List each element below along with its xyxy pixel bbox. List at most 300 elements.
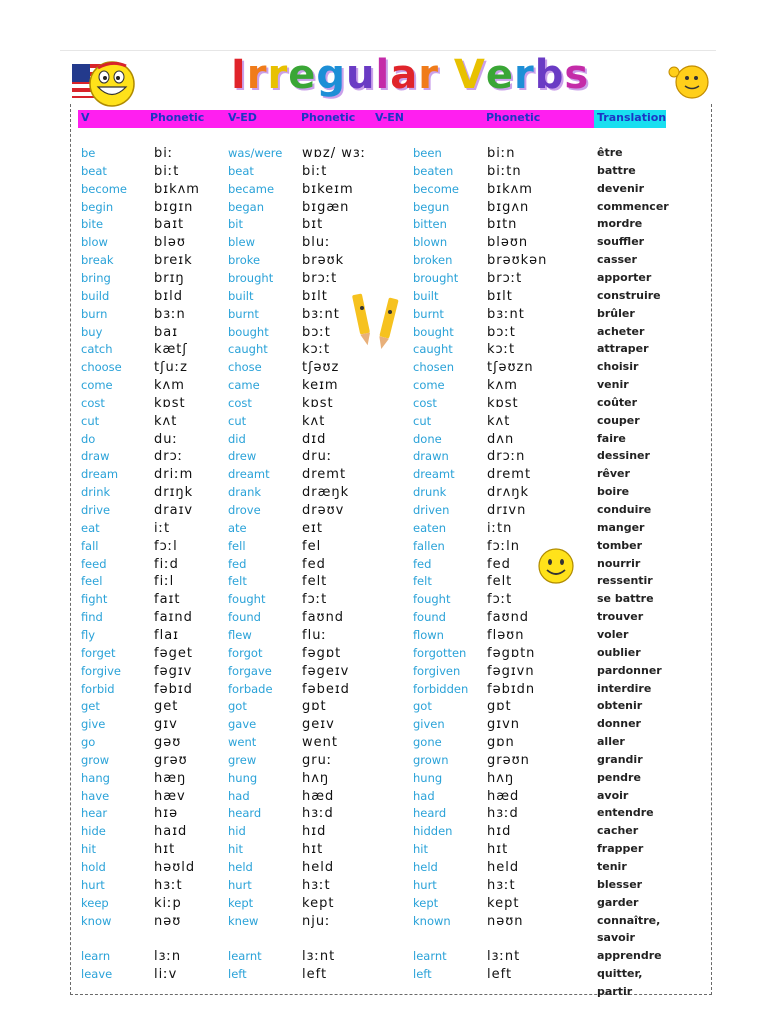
verb-past: drove [228, 503, 261, 517]
phonetic-participle: left [487, 967, 513, 983]
verb-participle: cut [413, 413, 432, 428]
phonetic-base: kʌt [154, 413, 178, 429]
verb-past: burnt [228, 306, 259, 321]
translation: savoir [597, 931, 635, 945]
phonetic-base: kɒst [154, 395, 186, 411]
phonetic-base: liːv [154, 967, 178, 983]
translation: acheter [597, 324, 645, 338]
translation: nourrir [597, 556, 641, 570]
verb-past: broke [228, 253, 261, 268]
phonetic-base: fiːl [154, 574, 175, 590]
phonetic-base: tʃuːz [154, 360, 188, 376]
phonetic-past: left [302, 967, 328, 983]
verb-base: drive [81, 503, 111, 517]
phonetic-participle: bɪlt [487, 288, 513, 304]
verb-participle: forgiven [413, 663, 461, 678]
verb-past: hit [228, 842, 243, 857]
translation: faire [597, 431, 626, 445]
verb-base: hang [81, 770, 110, 785]
translation: ressentir [597, 574, 653, 588]
verb-past: came [228, 378, 260, 393]
translation: choisir [597, 360, 639, 374]
verb-base: fight [81, 592, 108, 607]
verb-past: fell [228, 538, 246, 553]
verb-base: find [81, 610, 103, 625]
verb-past: learnt [228, 949, 262, 964]
translation: battre [597, 163, 636, 177]
table-row [0, 574, 768, 591]
verb-participle: blown [413, 235, 448, 250]
verb-participle: been [413, 146, 442, 160]
verb-base: eat [81, 520, 100, 535]
translation: brûler [597, 306, 635, 320]
verb-base: draw [81, 449, 110, 464]
phonetic-past: kʌt [302, 413, 326, 429]
verb-base: buy [81, 324, 103, 339]
phonetic-participle: fɔːt [487, 592, 513, 608]
phonetic-participle: nəʊn [487, 913, 524, 929]
phonetic-base: fəget [154, 645, 193, 661]
phonetic-participle: held [487, 860, 520, 875]
phonetic-participle: kʌt [487, 413, 511, 429]
verb-past: bit [228, 217, 244, 232]
phonetic-participle: fəgɪvn [487, 663, 535, 679]
phonetic-participle: faʊnd [487, 610, 530, 626]
verb-participle: built [413, 288, 439, 303]
translation: avoir [597, 788, 629, 802]
table-row [0, 967, 768, 984]
phonetic-participle: grəʊn [487, 752, 530, 768]
phonetic-participle: dʌn [487, 431, 515, 447]
verb-base: hold [81, 860, 106, 874]
verb-past: forbade [228, 681, 273, 696]
phonetic-participle: bɜːnt [487, 306, 525, 322]
verb-past: drank [228, 485, 262, 500]
translation: pardonner [597, 663, 662, 677]
phonetic-base: baɪ [154, 324, 179, 340]
verb-base: bring [81, 270, 111, 285]
phonetic-past: fɔːt [302, 592, 328, 608]
verb-base: feed [81, 556, 107, 571]
phonetic-participle: biːn [487, 146, 516, 161]
phonetic-participle: gɒt [487, 699, 512, 715]
phonetic-base: brɪŋ [154, 270, 185, 286]
verb-participle: kept [413, 895, 439, 910]
phonetic-base: faɪt [154, 592, 181, 608]
table-row [0, 378, 768, 395]
verb-base: learn [81, 949, 111, 964]
table-row [0, 432, 768, 449]
translation: entendre [597, 806, 654, 820]
phonetic-participle: bɪgʌn [487, 199, 530, 215]
phonetic-past: drəʊv [302, 503, 345, 518]
table-row [0, 539, 768, 556]
header-ved: V-ED [228, 111, 257, 124]
phonetic-base: fiːd [154, 556, 179, 572]
phonetic-past: gruː [302, 752, 333, 768]
translation: construire [597, 288, 661, 302]
phonetic-base: kiːp [154, 895, 182, 911]
phonetic-base: hɪə [154, 806, 179, 822]
verb-participle: caught [413, 342, 453, 357]
verb-base: blow [81, 235, 108, 250]
phonetic-past: hɪt [302, 842, 324, 858]
phonetic-past: fəgeɪv [302, 663, 350, 679]
translation: quitter, [597, 967, 643, 981]
verb-participle: fed [413, 556, 432, 571]
phonetic-past: felt [302, 574, 328, 590]
verb-participle: heard [413, 806, 447, 821]
verb-past: ate [228, 520, 247, 535]
table-row [0, 164, 768, 181]
verb-base: forgive [81, 663, 121, 678]
table-row [0, 360, 768, 377]
translation: souffler [597, 235, 645, 249]
phonetic-past: bɜːnt [302, 306, 340, 322]
phonetic-base: grəʊ [154, 752, 188, 768]
translation: grandir [597, 752, 643, 766]
phonetic-base: breɪk [154, 253, 193, 269]
phonetic-base: iːt [154, 520, 171, 536]
phonetic-participle: fɔːln [487, 538, 520, 554]
phonetic-past: brəʊk [302, 253, 345, 269]
verb-participle: done [413, 431, 442, 446]
verb-participle: burnt [413, 306, 444, 321]
phonetic-past: brɔːt [302, 270, 338, 286]
verb-past: hurt [228, 877, 252, 892]
verb-participle: eaten [413, 520, 446, 535]
table-row [0, 289, 768, 306]
phonetic-past: bɪlt [302, 288, 328, 304]
phonetic-base: baɪt [154, 217, 185, 233]
translation: être [597, 146, 623, 159]
phonetic-past: fel [302, 538, 322, 554]
translation: coûter [597, 395, 638, 409]
table-row [0, 253, 768, 270]
verb-participle: cost [413, 395, 437, 410]
verb-participle: fallen [413, 538, 445, 553]
verb-participle: had [413, 788, 435, 803]
phonetic-participle: bɪtn [487, 217, 518, 233]
verb-past: fed [228, 556, 247, 571]
phonetic-past: fəgɒt [302, 645, 342, 661]
phonetic-base: hæŋ [154, 770, 187, 786]
phonetic-past: bɪgæn [302, 199, 350, 215]
phonetic-base: həʊld [154, 860, 196, 875]
verb-past: was/were [228, 146, 283, 160]
verb-base: dream [81, 467, 119, 482]
translation: obtenir [597, 699, 643, 713]
table-row [0, 806, 768, 823]
phonetic-base: biːt [154, 163, 180, 179]
verb-participle: become [413, 181, 460, 196]
verb-base: fly [81, 627, 96, 642]
phonetic-past: dɪd [302, 431, 327, 447]
phonetic-past: kɔːt [302, 342, 331, 358]
phonetic-past: hɜːt [302, 877, 331, 893]
verb-past: kept [228, 895, 254, 910]
table-row [0, 949, 768, 966]
table-row [0, 699, 768, 716]
table-row [0, 307, 768, 324]
phonetic-base: get [154, 699, 179, 715]
phonetic-past: keɪm [302, 378, 339, 394]
verb-past: cost [228, 395, 252, 410]
phonetic-participle: brəʊkən [487, 253, 548, 269]
verb-participle: come [413, 378, 445, 393]
phonetic-past: wɒz/ wɜː [302, 146, 367, 161]
phonetic-participle: fəgɒtn [487, 645, 536, 661]
verb-base: forbid [81, 681, 115, 696]
header-verb: V [81, 111, 90, 124]
phonetic-past: dremt [302, 467, 347, 483]
phonetic-base: gɪv [154, 717, 178, 733]
verb-past: became [228, 181, 275, 196]
phonetic-past: hʌŋ [302, 770, 330, 786]
verb-participle: hung [413, 770, 443, 785]
phonetic-past: hɪd [302, 824, 327, 840]
phonetic-base: bləʊ [154, 235, 186, 251]
phonetic-participle: bɔːt [487, 324, 516, 340]
phonetic-participle: bləʊn [487, 235, 529, 251]
table-row [0, 414, 768, 431]
phonetic-participle: drɪvn [487, 503, 527, 518]
verb-past: knew [228, 913, 259, 928]
phonetic-participle: hɪd [487, 824, 512, 840]
table-row [0, 735, 768, 752]
verb-base: break [81, 253, 114, 268]
phonetic-base: bɪgɪn [154, 199, 194, 215]
phonetic-participle: kʌm [487, 378, 518, 394]
waving-smiley-icon [666, 58, 712, 104]
phonetic-participle: gɒn [487, 735, 515, 751]
verb-participle: left [413, 967, 432, 982]
phonetic-participle: fləʊn [487, 627, 525, 643]
translation: couper [597, 413, 640, 427]
verb-participle: gone [413, 735, 442, 750]
verb-base: get [81, 699, 100, 714]
table-row [0, 860, 768, 877]
verb-past: built [228, 288, 254, 303]
phonetic-participle: drɔːn [487, 449, 526, 465]
verb-past: cut [228, 413, 247, 428]
table-row [0, 682, 768, 699]
verb-participle: fought [413, 592, 451, 607]
phonetic-participle: brɔːt [487, 270, 523, 286]
verb-base: become [81, 181, 128, 196]
translation: cacher [597, 824, 639, 838]
phonetic-base: fəgɪv [154, 663, 193, 679]
phonetic-past: bɪkeɪm [302, 181, 354, 197]
phonetic-base: fɔːl [154, 538, 178, 554]
table-row [0, 271, 768, 288]
table-row [0, 753, 768, 770]
table-row [0, 467, 768, 484]
phonetic-past: hɜːd [302, 806, 334, 822]
verb-past: found [228, 610, 261, 625]
verb-past: got [228, 699, 247, 714]
verb-base: fall [81, 538, 99, 553]
table-row [0, 557, 768, 574]
verb-participle: got [413, 699, 432, 714]
phonetic-base: flaɪ [154, 627, 179, 643]
phonetic-participle: hæd [487, 788, 520, 804]
phonetic-base: nəʊ [154, 913, 182, 929]
phonetic-base: haɪd [154, 824, 188, 840]
phonetic-base: drɔː [154, 449, 184, 465]
table-row [0, 235, 768, 252]
verb-participle: given [413, 717, 445, 732]
header-phonetic-1: Phonetic [150, 111, 205, 124]
page-title: Irregular Verbs [230, 52, 590, 98]
verb-participle: begun [413, 199, 450, 214]
table-row [0, 771, 768, 788]
phonetic-past: geɪv [302, 717, 335, 733]
translation: attraper [597, 342, 649, 356]
verb-base: keep [81, 895, 109, 910]
phonetic-base: biː [154, 146, 174, 161]
phonetic-past: biːt [302, 163, 328, 179]
table-row [0, 646, 768, 663]
phonetic-base: faɪnd [154, 610, 193, 626]
verb-base: cost [81, 395, 105, 410]
phonetic-base: bɪld [154, 288, 183, 304]
translation: frapper [597, 842, 644, 856]
phonetic-participle: fəbɪdn [487, 681, 536, 697]
verb-base: drink [81, 485, 111, 500]
table-row [0, 325, 768, 342]
phonetic-base: duː [154, 431, 178, 447]
verb-participle: beaten [413, 163, 454, 178]
verb-base: grow [81, 752, 110, 767]
table-row [0, 503, 768, 520]
phonetic-past: eɪt [302, 520, 323, 536]
verb-participle: flown [413, 627, 444, 642]
verb-past: drew [228, 449, 257, 464]
verb-base: know [81, 913, 112, 928]
verb-past: fought [228, 592, 266, 607]
phonetic-past: kɒst [302, 395, 334, 411]
verb-past: had [228, 788, 250, 803]
table-row [0, 521, 768, 538]
verb-base: begin [81, 199, 114, 214]
verb-participle: held [413, 860, 438, 874]
verb-participle: known [413, 913, 451, 928]
verb-past: hung [228, 770, 258, 785]
verb-participle: driven [413, 503, 450, 517]
phonetic-past: held [302, 860, 335, 875]
translation: tomber [597, 538, 643, 552]
phonetic-participle: fed [487, 556, 511, 572]
verb-past: went [228, 735, 257, 750]
verb-past: beat [228, 163, 254, 178]
translation: aller [597, 735, 625, 749]
translation: oublier [597, 645, 641, 659]
table-row [0, 878, 768, 895]
verb-past: began [228, 199, 265, 214]
table-row [0, 396, 768, 413]
translation: tenir [597, 860, 627, 873]
table-row [0, 842, 768, 859]
phonetic-base: kætʃ [154, 342, 188, 358]
verb-base: feel [81, 574, 103, 589]
phonetic-past: bɔːt [302, 324, 331, 340]
verb-participle: broken [413, 253, 453, 268]
table-row [0, 628, 768, 645]
verb-participle: hit [413, 842, 428, 857]
phonetic-base: gəʊ [154, 735, 182, 751]
phonetic-past: went [302, 735, 338, 751]
verb-past: gave [228, 717, 257, 732]
phonetic-participle: lɜːnt [487, 949, 521, 965]
table-row [0, 789, 768, 806]
phonetic-participle: kɒst [487, 395, 519, 411]
phonetic-base: hɪt [154, 842, 176, 858]
verb-past: grew [228, 752, 257, 767]
verb-past: felt [228, 574, 247, 589]
verb-past: did [228, 431, 246, 446]
verb-past: bought [228, 324, 269, 339]
translation: interdire [597, 681, 652, 695]
verb-base: choose [81, 360, 122, 375]
verb-participle: found [413, 610, 446, 625]
phonetic-participle: kɔːt [487, 342, 516, 358]
verb-base: build [81, 288, 110, 303]
table-row [0, 914, 768, 931]
phonetic-past: kept [302, 895, 335, 911]
verb-past: blew [228, 235, 255, 250]
translation: apprendre [597, 949, 662, 963]
table-row [0, 146, 768, 163]
phonetic-participle: kept [487, 895, 520, 911]
translation: apporter [597, 270, 652, 284]
phonetic-past: bɪt [302, 217, 324, 233]
verb-past: hid [228, 824, 246, 839]
phonetic-participle: hɪt [487, 842, 509, 858]
phonetic-base: drɪŋk [154, 485, 194, 501]
verb-past: held [228, 860, 253, 874]
verb-participle: learnt [413, 949, 447, 964]
verb-base: have [81, 788, 110, 803]
verb-participle: forbidden [413, 681, 469, 696]
table-row [0, 200, 768, 217]
translation: mordre [597, 217, 643, 231]
phonetic-participle: gɪvn [487, 717, 521, 733]
table-row [0, 931, 768, 948]
translation: venir [597, 378, 629, 392]
verb-base: go [81, 735, 96, 750]
phonetic-participle: felt [487, 574, 513, 590]
table-row [0, 664, 768, 681]
table-row [0, 824, 768, 841]
phonetic-base: fəbɪd [154, 681, 193, 697]
verb-participle: bitten [413, 217, 447, 232]
verb-base: give [81, 717, 106, 732]
translation: se battre [597, 592, 654, 606]
phonetic-past: lɜːnt [302, 949, 336, 965]
verb-base: forget [81, 645, 116, 660]
verb-participle: drunk [413, 485, 447, 500]
phonetic-base: bɜːn [154, 306, 186, 322]
verb-base: leave [81, 967, 113, 982]
verb-participle: chosen [413, 360, 455, 375]
translation: pendre [597, 770, 641, 784]
translation: casser [597, 253, 637, 267]
verb-base: catch [81, 342, 113, 357]
phonetic-base: kʌm [154, 378, 185, 394]
phonetic-participle: biːtn [487, 163, 522, 179]
table-row [0, 717, 768, 734]
